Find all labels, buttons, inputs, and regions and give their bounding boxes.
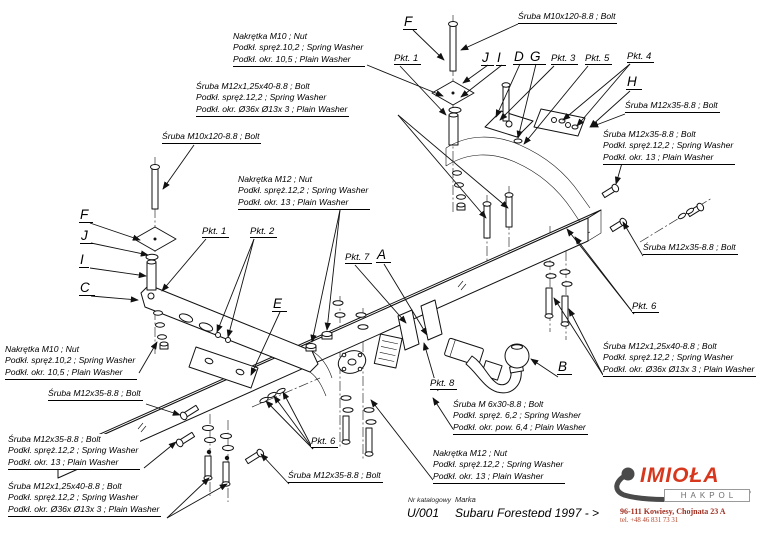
- ref-letter-g: G: [529, 49, 546, 65]
- ref-letter-d: D: [513, 49, 529, 65]
- point-marker-pkt2: Pkt. 2: [250, 226, 277, 238]
- point-marker-pkt1-left: Pkt. 1: [202, 226, 229, 238]
- callout-nut-m12-bottom: Nakrętka M12 ; Nut Podkł. spręż.12,2 ; Spring Washer Podkł. okr. 13 ; Plain Washer: [433, 448, 565, 484]
- point-marker-pkt1-top: Pkt. 1: [394, 53, 421, 65]
- left-bolt-assembly: [134, 165, 176, 350]
- left-side-arm: [141, 285, 332, 396]
- point-marker-pkt3: Pkt. 3: [551, 53, 578, 65]
- point-marker-pkt8: Pkt. 8: [430, 378, 457, 390]
- point-marker-pkt4: Pkt. 4: [627, 51, 654, 63]
- ref-letter-j-left: J: [80, 228, 93, 244]
- callout-bolt-m12x35-right3: Śruba M12x35-8.8 ; Bolt: [643, 242, 738, 255]
- callout-bolt-m6x30: Śruba M 6x30-8.8 ; Bolt Podkł. spręż. 6,2 ; Spring Washer Podkł. okr. pow. 6,4 ; Plain Washer: [453, 399, 588, 435]
- callout-bolt-m12x125x40-right: Śruba M12x1,25x40-8.8 ; Bolt Podkł. spręż.12,2 ; Spring Washer Podkł. okr. Ø36x Ø13x 3 ; Plain Washer: [603, 341, 756, 377]
- logo-sub-brand: HAKPOL: [664, 489, 750, 502]
- callout-nut-m12-top: Nakrętka M12 ; Nut Podkł. spręż.12,2 ; Spring Washer Podkł. okr. 13 ; Plain Washer: [238, 174, 370, 210]
- callout-bolt-m10x120-topright: Śruba M10x120-8.8 ; Bolt: [518, 11, 617, 24]
- ref-letter-j-top: J: [481, 50, 494, 66]
- callout-bolt-m12x125x40-top: Śruba M12x1,25x40-8.8 ; Bolt Podkł. spręż.12,2 ; Spring Washer Podkł. okr. Ø36x Ø13x 3 ; Plain Washer: [196, 81, 349, 117]
- callout-bolt-m12x35-left1: Śruba M12x35-8.8 ; Bolt: [48, 388, 143, 401]
- callout-bolt-m10x120-left: Śruba M10x120-8.8 ; Bolt: [162, 131, 261, 144]
- logo-brand-text: IMIOŁA: [640, 464, 720, 487]
- point-marker-pkt6-bottom: Pkt. 6: [311, 436, 338, 448]
- ref-letter-f-top: F: [403, 14, 417, 30]
- point-marker-pkt6-right: Pkt. 6: [632, 301, 659, 313]
- company-phone: tel. +48 46 831 73 31: [620, 517, 679, 524]
- ref-letter-c: C: [79, 280, 95, 296]
- right-side-arm: [446, 83, 590, 222]
- callout-bolt-m12x35-right2: Śruba M12x35-8.8 ; Bolt Podkł. spręż.12,2 ; Spring Washer Podkł. okr. 13 ; Plain Washer: [603, 129, 735, 165]
- ref-letter-f-left: F: [79, 207, 93, 223]
- ref-letter-i-left: I: [79, 252, 89, 268]
- ref-letter-b: B: [557, 359, 572, 375]
- catalog-number-label: Nr katalogowy: [408, 497, 452, 504]
- company-address: 96-111 Kowiesy, Chojnata 23 A: [620, 507, 726, 516]
- callout-bolt-m12x35-left2: Śruba M12x35-8.8 ; Bolt Podkł. spręż.12,2 ; Spring Washer Podkł. okr. 13 ; Plain Washer: [8, 434, 140, 470]
- ref-letter-h: H: [626, 74, 642, 90]
- callout-bolt-m12x35-bottom: Śruba M12x35-8.8 ; Bolt: [288, 470, 383, 483]
- callout-bolt-m12x35-right1: Śruba M12x35-8.8 ; Bolt: [625, 100, 720, 113]
- ref-letter-a: A: [376, 247, 391, 263]
- ref-letter-i-top: I: [496, 50, 506, 66]
- point-marker-pkt5: Pkt. 5: [585, 53, 612, 65]
- callout-bolt-m12x125x40-left: Śruba M12x1,25x40-8.8 ; Bolt Podkł. spręż.12,2 ; Spring Washer Podkł. okr. Ø36x Ø13x 3 ; Plain Washer: [8, 481, 161, 517]
- point-marker-pkt7: Pkt. 7: [345, 252, 372, 264]
- callout-nut-m10-top: Nakrętka M10 ; Nut Podkł. spręż.10,2 ; Spring Washer Podkł. okr. 10,5 ; Plain Washer: [233, 31, 365, 67]
- vehicle-year-range: od 1997 - >: [538, 506, 600, 520]
- callout-nut-m10-left: Nakrętka M10 ; Nut Podkł. spręż.10,2 ; Spring Washer Podkł. okr. 10,5 ; Plain Washer: [5, 344, 137, 380]
- rating-plate: [374, 334, 402, 368]
- catalog-number: U/001: [407, 506, 440, 520]
- vehicle-model: Subaru Forester: [455, 506, 542, 520]
- ref-letter-e: E: [272, 296, 287, 312]
- brand-label: Marka: [455, 495, 476, 504]
